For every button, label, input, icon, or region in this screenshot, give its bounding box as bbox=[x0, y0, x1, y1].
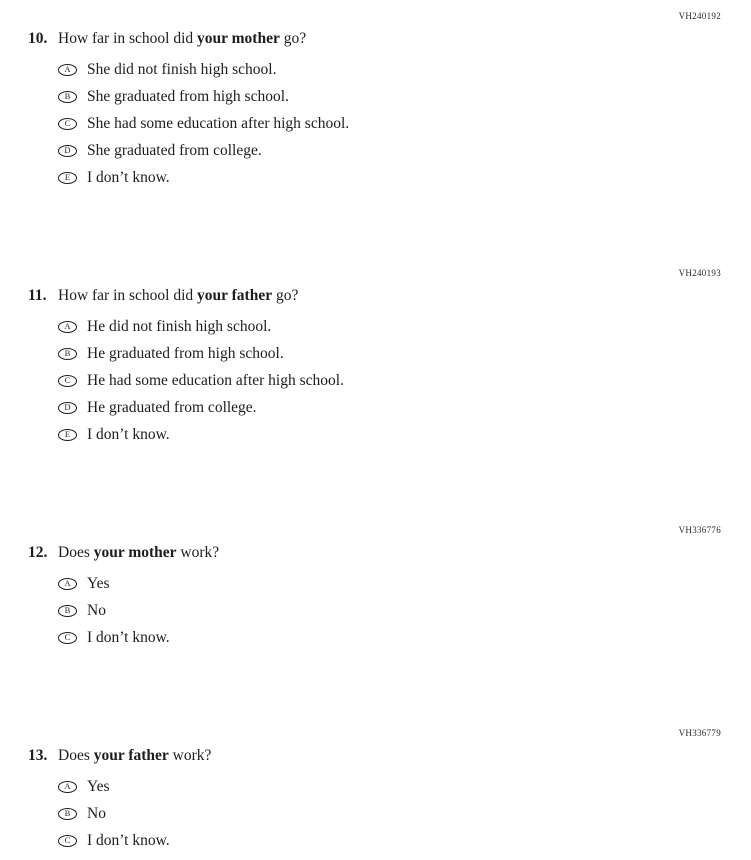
answer-option bbox=[58, 367, 721, 394]
question-code: VH240193 bbox=[678, 268, 721, 278]
prompt-emphasis: your mother bbox=[93, 544, 177, 561]
prompt-prefix: How far in school did bbox=[58, 30, 198, 47]
answer-bubble-b[interactable]: B bbox=[58, 605, 77, 617]
answer-options bbox=[58, 313, 721, 448]
answer-option-label: Yes bbox=[87, 777, 110, 795]
answer-bubble-d[interactable]: D bbox=[58, 145, 77, 157]
question-heading bbox=[28, 285, 721, 306]
answer-option bbox=[58, 340, 721, 367]
answer-option-label: Yes bbox=[87, 574, 110, 592]
prompt-suffix: work? bbox=[176, 544, 220, 561]
answer-option-label: She did not finish high school. bbox=[87, 60, 277, 78]
question-block-10 bbox=[28, 10, 721, 191]
question-block-12 bbox=[28, 524, 721, 651]
answer-bubble-a[interactable]: A bbox=[58, 64, 77, 76]
answer-bubble-c[interactable]: C bbox=[58, 632, 77, 644]
answer-options bbox=[58, 773, 721, 854]
question-heading bbox=[28, 28, 721, 49]
question-prompt bbox=[58, 285, 298, 306]
answer-bubble-d[interactable]: D bbox=[58, 402, 77, 414]
answer-option-label: I don’t know. bbox=[87, 425, 170, 443]
answer-options bbox=[58, 570, 721, 651]
answer-option-label: I don’t know. bbox=[87, 168, 170, 186]
answer-option bbox=[58, 597, 721, 624]
answer-option-label: He graduated from high school. bbox=[87, 344, 284, 362]
prompt-prefix: How far in school did bbox=[58, 287, 198, 304]
question-block-13 bbox=[28, 727, 721, 854]
answer-option bbox=[58, 421, 721, 448]
answer-bubble-c[interactable]: C bbox=[58, 118, 77, 130]
question-code: VH336779 bbox=[678, 728, 721, 738]
answer-option-label: I don’t know. bbox=[87, 628, 170, 646]
answer-option-label: No bbox=[87, 601, 106, 619]
prompt-emphasis: your mother bbox=[197, 30, 280, 47]
prompt-suffix: go? bbox=[279, 30, 307, 47]
answer-option bbox=[58, 773, 721, 800]
prompt-suffix: work? bbox=[168, 747, 212, 764]
answer-option-label: She graduated from college. bbox=[87, 141, 262, 159]
answer-option bbox=[58, 313, 721, 340]
prompt-suffix: go? bbox=[272, 287, 299, 304]
prompt-emphasis: your father bbox=[93, 747, 169, 764]
answer-bubble-b[interactable]: B bbox=[58, 91, 77, 103]
answer-option-label: He had some education after high school. bbox=[87, 371, 344, 389]
answer-option bbox=[58, 624, 721, 651]
question-number: 13. bbox=[28, 747, 48, 764]
question-heading bbox=[28, 542, 721, 563]
answer-option bbox=[58, 800, 721, 827]
answer-option-label: No bbox=[87, 804, 106, 822]
question-prompt bbox=[58, 542, 219, 563]
answer-option-label: He graduated from college. bbox=[87, 398, 257, 416]
answer-option-label: I don’t know. bbox=[87, 831, 170, 849]
question-number: 12. bbox=[28, 544, 48, 561]
answer-bubble-a[interactable]: A bbox=[58, 578, 77, 590]
question-code: VH240192 bbox=[678, 11, 721, 21]
answer-options bbox=[58, 56, 721, 191]
answer-option-label: She had some education after high school. bbox=[87, 114, 350, 132]
question-prompt bbox=[58, 745, 211, 766]
question-heading bbox=[28, 745, 721, 766]
prompt-prefix: Does bbox=[58, 544, 94, 561]
answer-option-label: He did not finish high school. bbox=[87, 317, 272, 335]
prompt-prefix: Does bbox=[58, 747, 94, 764]
answer-option bbox=[58, 137, 721, 164]
question-number: 10. bbox=[28, 30, 48, 47]
answer-bubble-e[interactable]: E bbox=[58, 429, 77, 441]
answer-bubble-a[interactable]: A bbox=[58, 781, 77, 793]
answer-option bbox=[58, 394, 721, 421]
question-prompt bbox=[58, 28, 306, 49]
answer-bubble-b[interactable]: B bbox=[58, 808, 77, 820]
answer-option bbox=[58, 164, 721, 191]
question-number: 11. bbox=[28, 287, 47, 304]
answer-option bbox=[58, 83, 721, 110]
question-code: VH336776 bbox=[678, 525, 721, 535]
answer-bubble-a[interactable]: A bbox=[58, 321, 77, 333]
answer-option bbox=[58, 110, 721, 137]
prompt-emphasis: your father bbox=[197, 287, 273, 304]
answer-bubble-b[interactable]: B bbox=[58, 348, 77, 360]
answer-option-label: She graduated from high school. bbox=[87, 87, 289, 105]
answer-bubble-e[interactable]: E bbox=[58, 172, 77, 184]
question-block-11 bbox=[28, 267, 721, 448]
answer-bubble-c[interactable]: C bbox=[58, 835, 77, 847]
answer-option bbox=[58, 570, 721, 597]
answer-option bbox=[58, 827, 721, 854]
answer-option bbox=[58, 56, 721, 83]
answer-bubble-c[interactable]: C bbox=[58, 375, 77, 387]
